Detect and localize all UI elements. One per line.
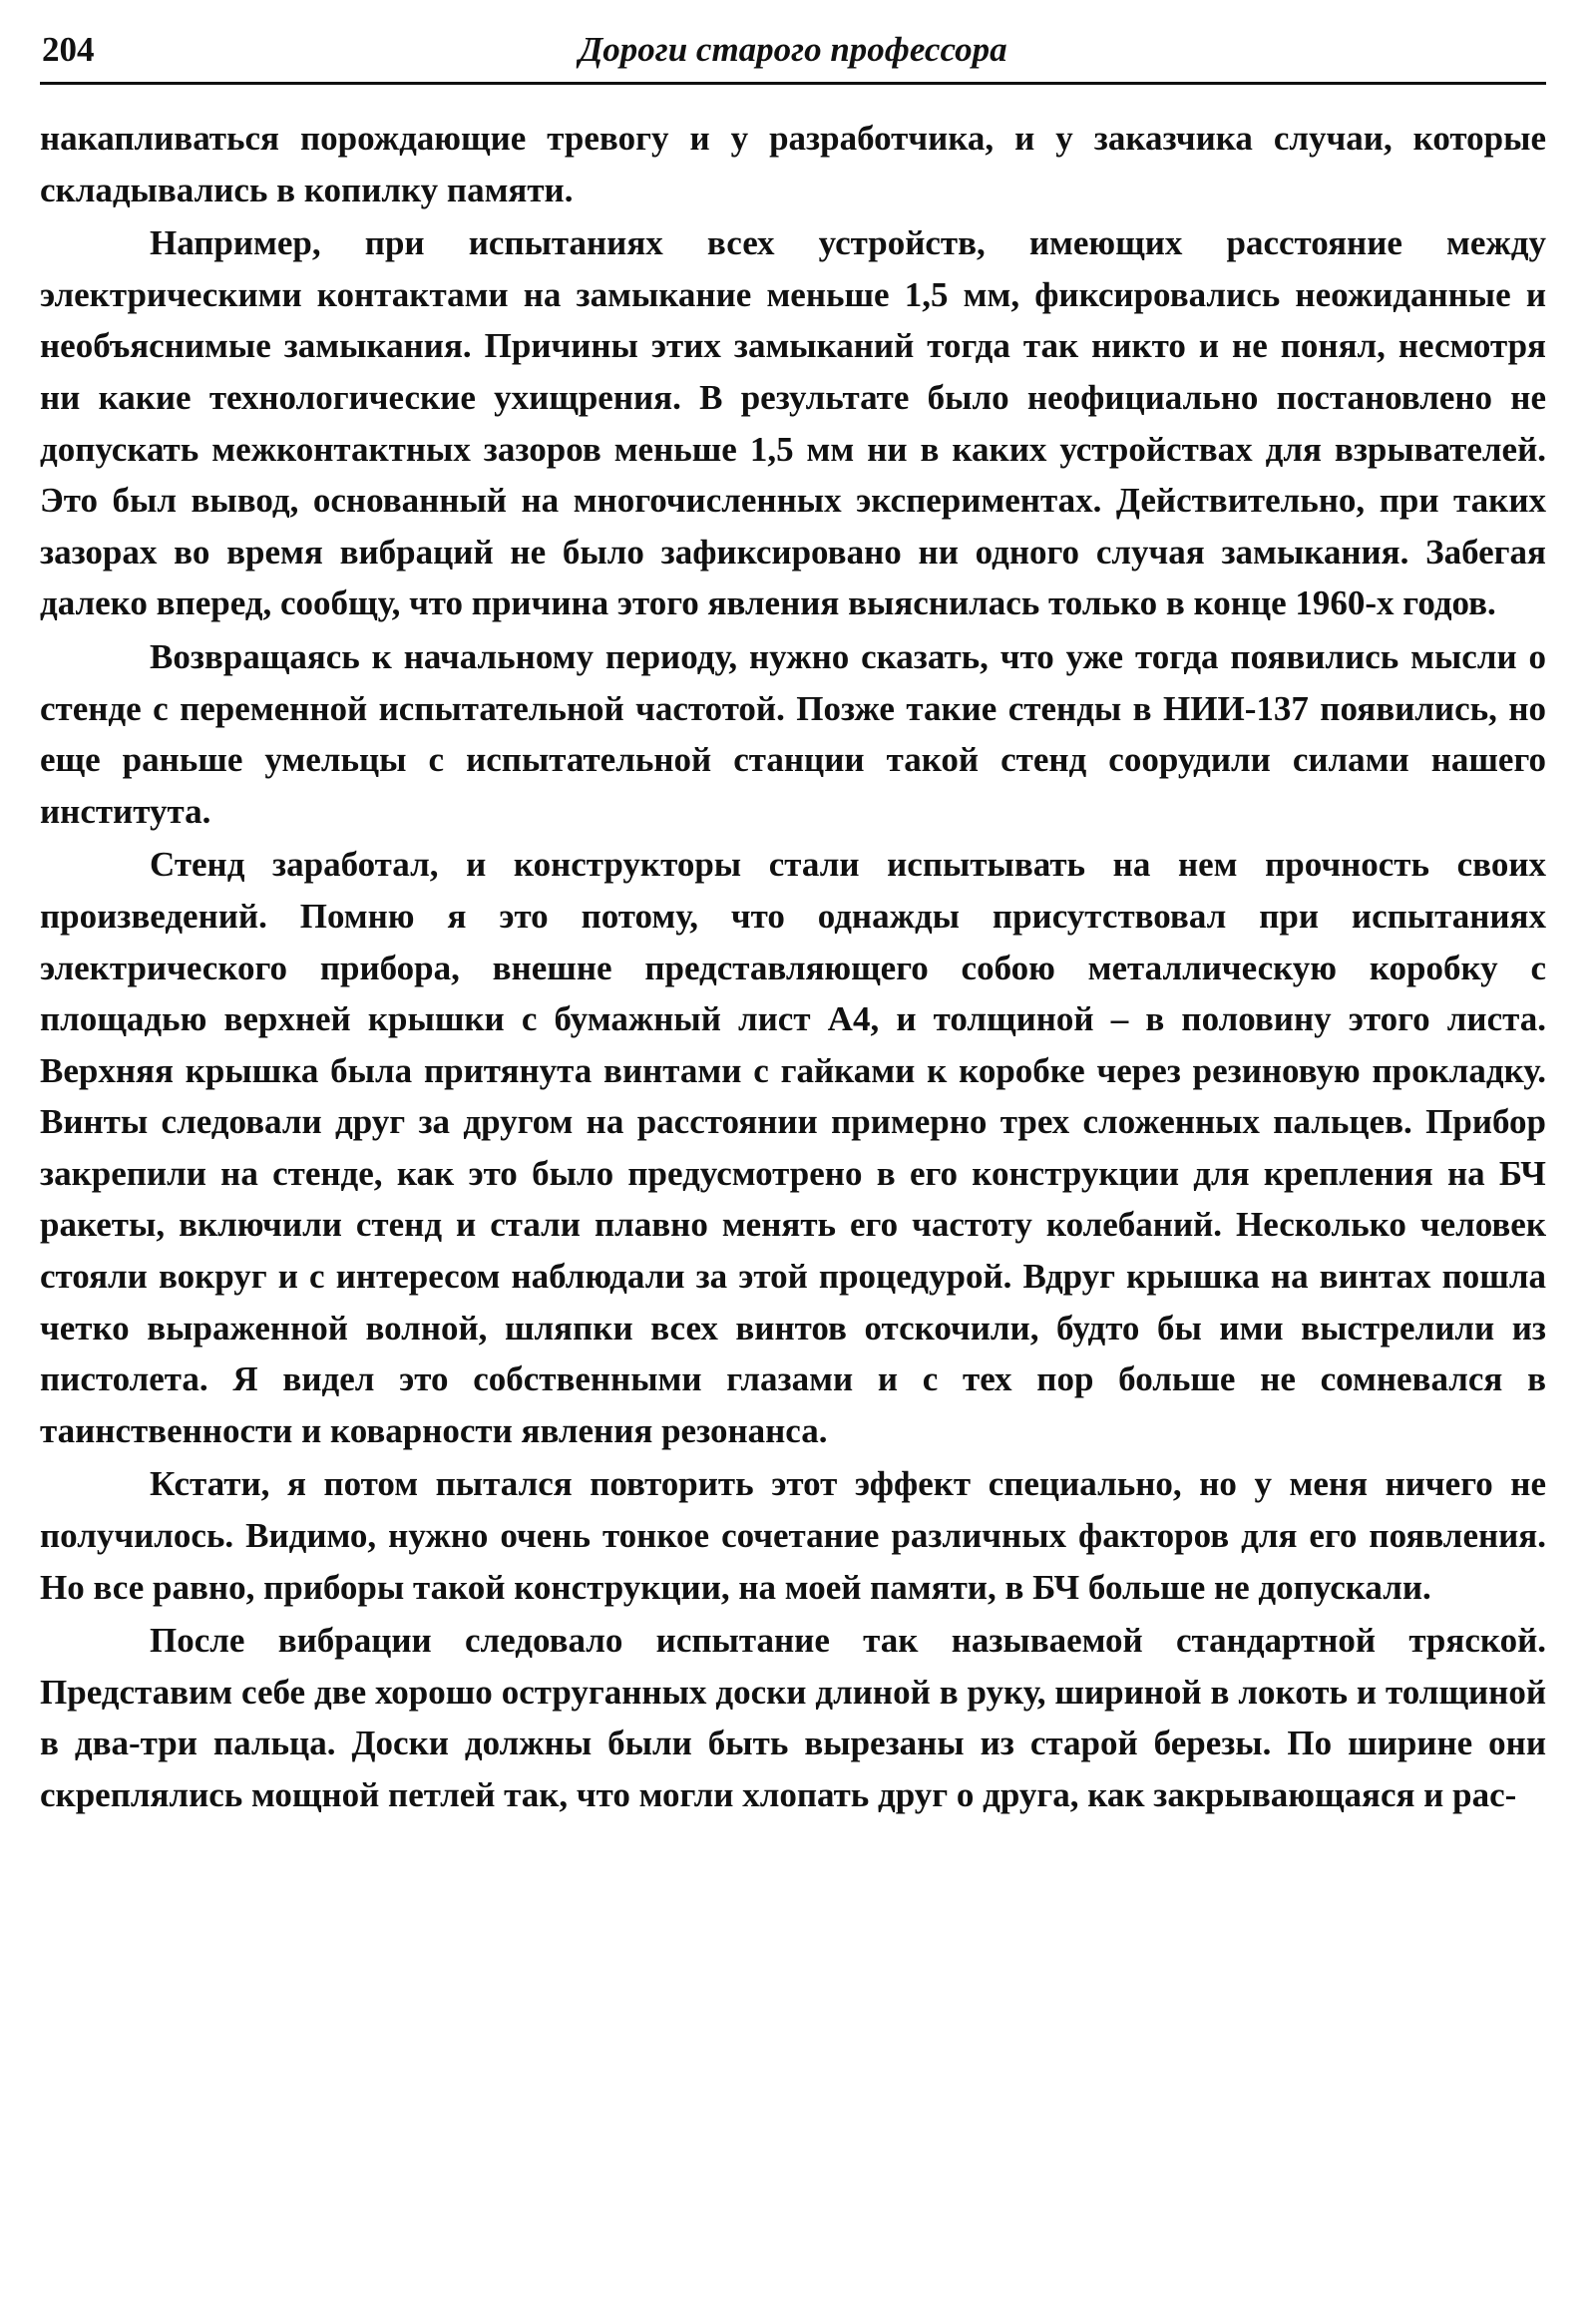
running-title: Дороги старого профессора <box>579 30 1007 69</box>
body-text <box>40 113 1546 1821</box>
paragraph-standard-shaking: После вибрации следовало испытание так называемой стандартной тряской. Представим себе две хорошо оструганных доски длиной в руку, шириной в локоть и толщиной в два-три пальца. Доски должны были быть вырезаны из старой березы. По ширине они скреплялись мощной петлей так, что могли хлопать друг о друга, как закрывающаяся и рас- <box>40 1621 1546 1814</box>
running-head <box>40 28 1546 85</box>
paragraph-variable-frequency-stand: Возвращаясь к начальному периоду, нужно сказать, что уже тогда появились мысли о стенде с переменной испытательной частотой. Позже такие стенды в НИИ-137 появились, но еще раньше умельцы с испытательной станции такой стенд соорудили силами нашего института. <box>40 636 1546 831</box>
paragraph-contact-gaps: Например, при испытаниях всех устройств, имеющих расстояние между электрическими контактами на замыкание меньше 1,5 мм, фиксировались неожиданные и необъяснимые замыкания. Причины этих замыканий тогда так никто и не понял, несмотря ни какие технологические ухищрения. В результате было неофициально постановлено не допускать межконтактных зазоров меньше 1,5 мм ни в каких устройствах для взрывателей. Это был вывод, основанный на многочисленных экспериментах. Действительно, при таких зазорах во время вибраций не было зафиксировано ни одного случая замыкания. Забегая далеко вперед, сообщу, что причина этого явления выяснилась только в конце 1960-х годов. <box>40 223 1546 623</box>
book-page <box>40 28 1546 2292</box>
paragraph-resonance-test: Стенд заработал, и конструкторы стали испытывать на нем прочность своих произведений. Помню я это потому, что однажды присутствовал при испытаниях электрического прибора, внешне представляющего собою металлическую коробку с площадью верхней крышки с бумажный лист А4, и толщиной – в половину этого листа. Верхняя крышка была притянута винтами с гайками к коробке через резиновую прокладку. Винты следовали друг за другом на расстоянии примерно трех сложенных пальцев. Прибор закрепили на стенде, как это было предусмотрено в его конструкции для крепления на БЧ ракеты, включили стенд и стали плавно менять его частоту колебаний. Несколько человек стояли вокруг и с интересом наблюдали за этой процедурой. Вдруг крышка на винтах пошла четко выраженной волной, шляпки всех винтов отскочили, будто бы ими выстрелили из пистолета. Я видел это собственными глазами и с тех пор больше не сомневался в таинственности и коварности явления резонанса. <box>40 845 1546 1450</box>
paragraph-continued: накапливаться порождающие тревогу и у разработчика, и у заказчика случаи, которые складывались в копилку памяти. <box>40 119 1546 209</box>
paragraph-repeat-attempt: Кстати, я потом пытался повторить этот эффект специально, но у меня ничего не получилось. Видимо, нужно очень тонкое сочетание различных факторов для его появления. Но все равно, приборы такой конструкции, на моей памяти, в БЧ больше не допускали. <box>40 1464 1546 1607</box>
page-number: 204 <box>42 30 95 69</box>
